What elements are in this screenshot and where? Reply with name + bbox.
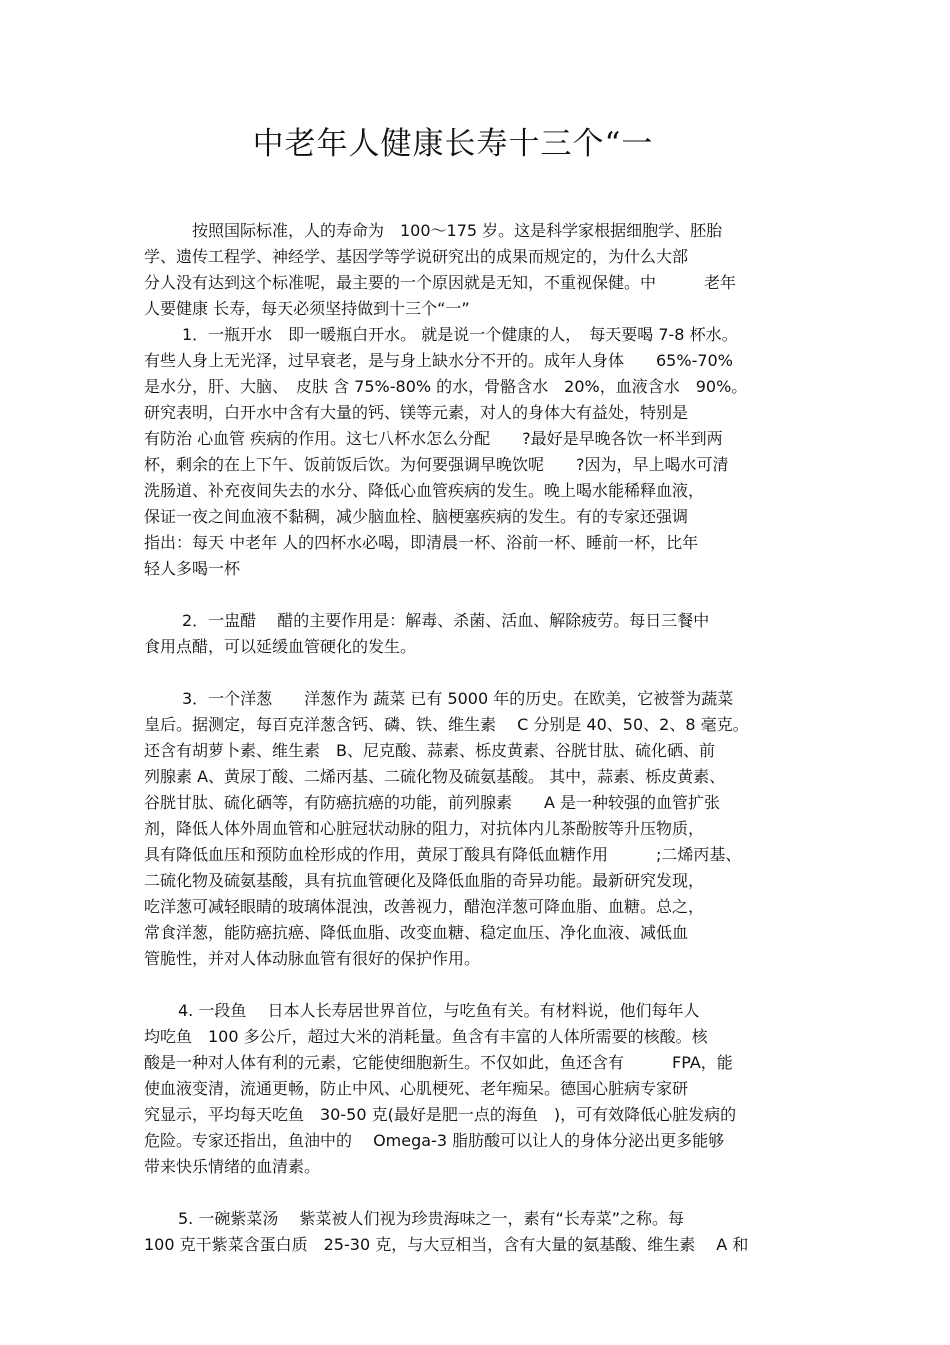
document-body (144, 218, 824, 1258)
paragraph-line: 使血液变清，流通更畅，防止中风、心肌梗死、老年痴呆。德国心脏病专家研 (144, 1079, 689, 1098)
paragraph-line: 有防治 心血管 疾病的作用。这七八杯水怎么分配 ?最好是早晚各饮一杯半到两 (144, 429, 723, 448)
paragraph-line: 还含有胡萝卜素、维生素 B、尼克酸、蒜素、栎皮黄素、谷胱甘肽、硫化硒、前 (144, 741, 715, 760)
paragraph-line: 常食洋葱，能防癌抗癌、降低血脂、改变血糖、稳定血压、净化血液、减低血 (144, 923, 689, 942)
paragraph-line: 轻人多喝一杯 (144, 559, 241, 578)
paragraph-line: 杯，剩余的在上下午、饭前饭后饮。为何要强调早晚饮呢 ?因为，早上喝水可清 (144, 455, 729, 474)
document-title: 中老年人健康长寿十三个“一 (252, 126, 654, 162)
paragraph-line: 100 克干紫菜含蛋白质 25-30 克，与大豆相当，含有大量的氨基酸、维生素 A 和 (144, 1235, 749, 1254)
paragraph-line: 皇后。据测定，每百克洋葱含钙、磷、铁、维生素 C 分别是 40、50、2、8 毫克。 (144, 715, 749, 734)
section-2-heading-line: 2．一盅醋 醋的主要作用是：解毒、杀菌、活血、解除疲劳。每日三餐中 (182, 611, 710, 630)
paragraph-line: 按照国际标准，人的寿命为 100～175 岁。这是科学家根据细胞学、胚胎 (192, 221, 723, 240)
paragraph-line: 食用点醋，可以延缓血管硬化的发生。 (144, 637, 417, 656)
paragraph-line: 剂，降低人体外周血管和心脏冠状动脉的阻力，对抗体内儿茶酚胺等升压物质， (144, 819, 705, 838)
paragraph-line: 保证一夜之间血液不黏稠，减少脑血栓、脑梗塞疾病的发生。有的专家还强调 (144, 507, 689, 526)
paragraph-line: 带来快乐情绪的血清素。 (144, 1157, 321, 1176)
paragraph-gap (144, 1180, 824, 1206)
paragraph-line: 洗肠道、补充夜间失去的水分、降低心血管疾病的发生。晚上喝水能稀释血液， (144, 481, 705, 500)
paragraph-line: 人要健康 长寿，每天必须坚持做到十三个“一” (144, 299, 470, 318)
section-4-heading-line: 4. 一段鱼 日本人长寿居世界首位，与吃鱼有关。有材料说，他们每年人 (178, 1001, 700, 1020)
paragraph-line: 谷胱甘肽、硫化硒等，有防癌抗癌的功能，前列腺素 A 是一种较强的血管扩张 (144, 793, 721, 812)
paragraph-line: 列腺素 A、黄尿丁酸、二烯丙基、二硫化物及硫氨基酸。 其中，蒜素、栎皮黄素、 (144, 767, 726, 786)
paragraph-line: 具有降低血压和预防血栓形成的作用，黄尿丁酸具有降低血糖作用 ;二烯丙基、 (144, 845, 742, 864)
paragraph-line: 有些人身上无光泽，过早衰老，是与身上缺水分不开的。成年人身体 65%-70% (144, 351, 733, 370)
paragraph-gap (144, 660, 824, 686)
paragraph-line: 学、遗传工程学、神经学、基因学等学说研究出的成果而规定的，为什么大部 (144, 247, 689, 266)
section-3-heading-line: 3．一个洋葱 洋葱作为 蔬菜 已有 5000 年的历史。在欧美，它被誉为蔬菜 (182, 689, 734, 708)
paragraph-line: 危险。专家还指出，鱼油中的 Omega-3 脂肪酸可以让人的身体分泌出更多能够 (144, 1131, 725, 1150)
paragraph-line: 酸是一种对人体有利的元素，它能使细胞新生。不仅如此，鱼还含有 FPA，能 (144, 1053, 733, 1072)
paragraph-line: 究显示，平均每天吃鱼 30-50 克(最好是肥一点的海鱼 )，可有效降低心脏发病的 (144, 1105, 737, 1124)
paragraph-line: 是水分，肝、大脑、 皮肤 含 75%-80% 的水，骨骼含水 20%，血液含水 90%。 (144, 377, 748, 396)
paragraph-line: 研究表明，白开水中含有大量的钙、镁等元素，对人的身体大有益处，特别是 (144, 403, 689, 422)
paragraph-line: 均吃鱼 100 多公斤，超过大米的消耗量。鱼含有丰富的人体所需要的核酸。核 (144, 1027, 708, 1046)
section-1-heading-line: 1．一瓶开水 即一暖瓶白开水。 就是说一个健康的人， 每天要喝 7-8 杯水。 (182, 325, 738, 344)
section-5-heading-line: 5. 一碗紫菜汤 紫菜被人们视为珍贵海味之一，素有“长寿菜”之称。每 (178, 1209, 685, 1228)
paragraph-line: 吃洋葱可减轻眼睛的玻璃体混浊，改善视力，醋泡洋葱可降血脂、血糖。总之， (144, 897, 705, 916)
paragraph-gap (144, 972, 824, 998)
paragraph-line: 指出：每天 中老年 人的四杯水必喝，即清晨一杯、浴前一杯、睡前一杯，比年 (144, 533, 699, 552)
paragraph-line: 管脆性，并对人体动脉血管有很好的保护作用。 (144, 949, 481, 968)
paragraph-line: 二硫化物及硫氨基酸，具有抗血管硬化及降低血脂的奇异功能。最新研究发现， (144, 871, 705, 890)
paragraph-gap (144, 582, 824, 608)
paragraph-line: 分人没有达到这个标准呢，最主要的一个原因就是无知，不重视保健。中 老年 (144, 273, 737, 292)
